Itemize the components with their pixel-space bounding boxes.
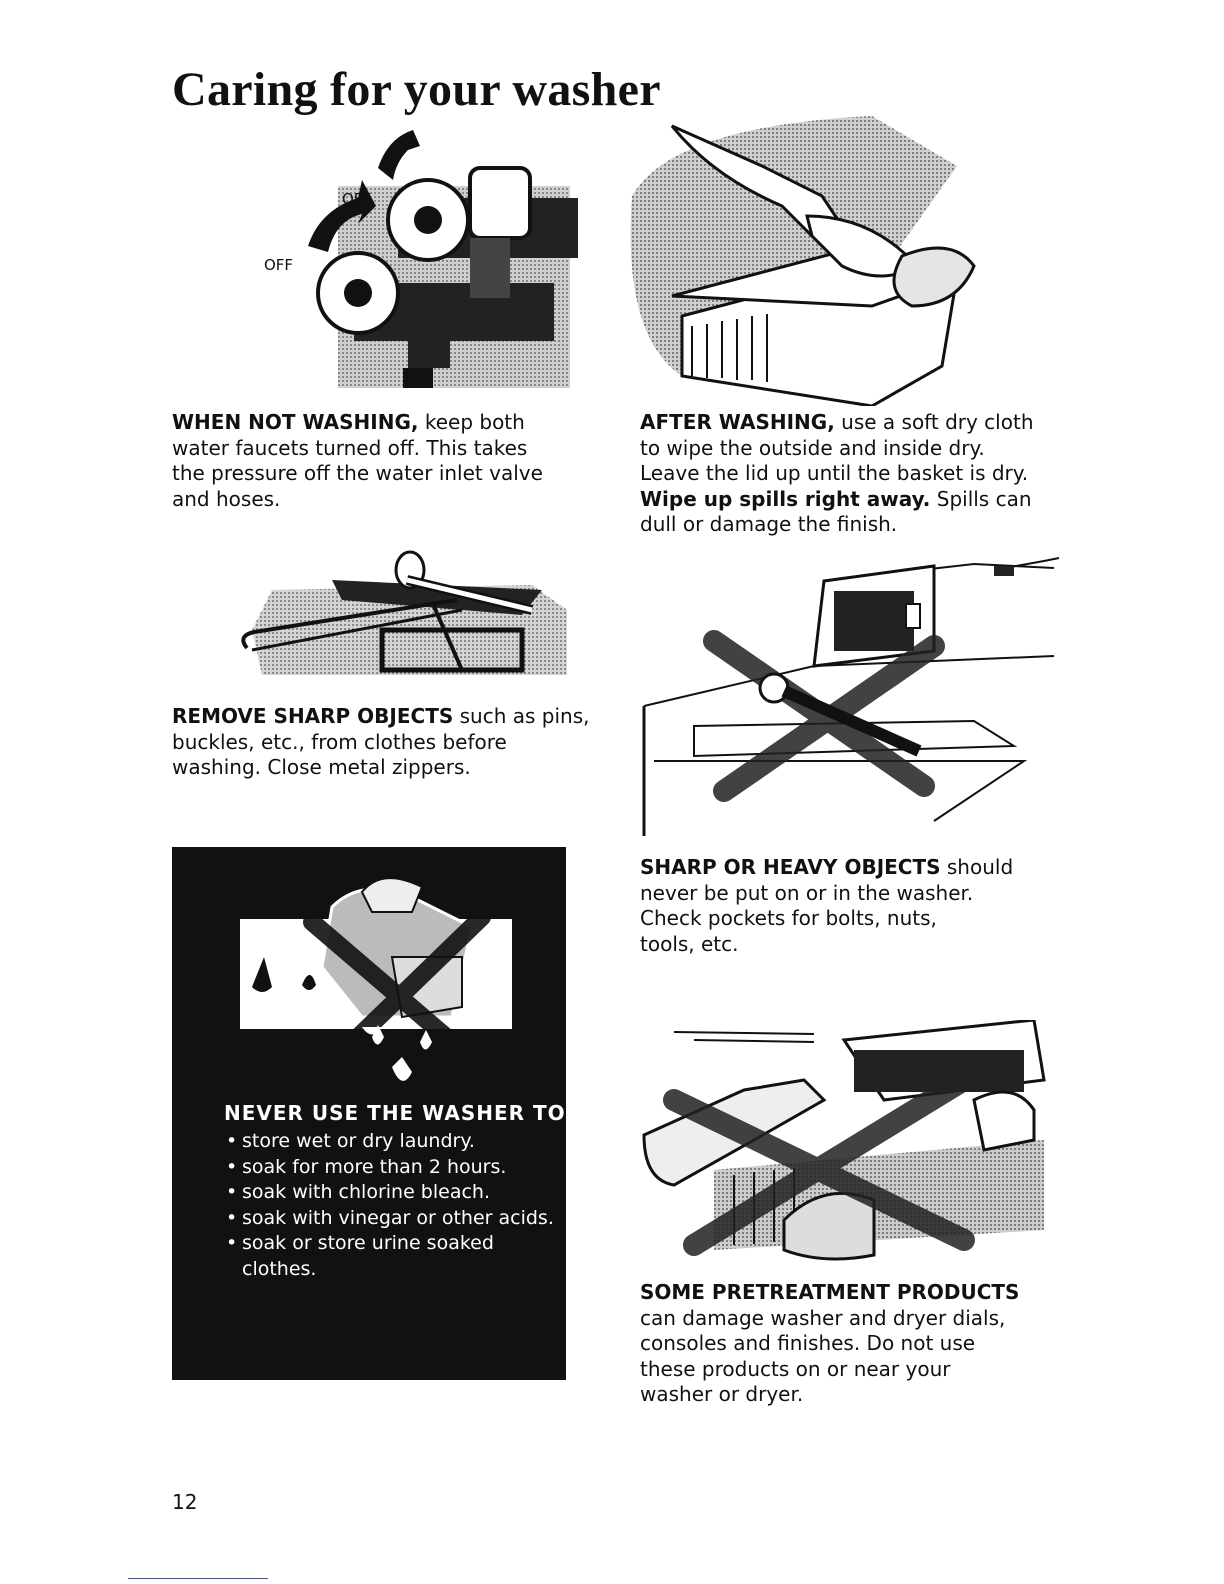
water-faucet-icon [258, 128, 588, 388]
sharp-objects-instruction: REMOVE SHARP OBJECTS such as pins, buckles, etc., from clothes before washing. Close metal zippers. [172, 704, 590, 779]
spray-bottle-icon [634, 1020, 1054, 1265]
heavy-objects-illustration [634, 556, 1064, 841]
washer-lid-icon [634, 556, 1064, 841]
list-item: • soak with vinegar or other acids. [226, 1206, 554, 1229]
heavy-objects-instruction: SHARP OR HEAVY OBJECTS should never be put on or in the washer. Check pockets for bolts, nuts, tools, etc. [640, 855, 1014, 956]
never-use-panel [172, 847, 591, 1380]
list-item: • soak for more than 2 hours. [226, 1155, 507, 1178]
faucets-instruction: WHEN NOT WASHING, keep both water faucets turned off. This takes the pressure off the water inlet valve and hoses. [172, 410, 543, 511]
list-item: • store wet or dry laundry. [226, 1130, 475, 1152]
page-title: Caring for your washer [172, 63, 661, 116]
pretreatment-instruction: SOME PRETREATMENT PRODUCTS can damage washer and dryer dials, consoles and finishes. Do not use these products on or near your washer or dryer. [640, 1280, 1020, 1406]
pretreatment-heading: SOME PRETREATMENT PRODUCTS [640, 1280, 1020, 1304]
never-use-list [224, 1129, 554, 1282]
safety-pin-icon [232, 540, 572, 680]
sharp-objects-heading: REMOVE SHARP OBJECTS [172, 704, 454, 728]
cloth-wipe-icon [612, 116, 1052, 406]
soaked-clothes-icon [212, 867, 542, 1097]
sharp-objects-illustration [232, 540, 572, 680]
footer-rule [128, 1578, 268, 1579]
heavy-objects-heading: SHARP OR HEAVY OBJECTS [640, 855, 941, 879]
off-label-lower: OFF [264, 256, 294, 274]
after-washing-instruction: AFTER WASHING, use a soft dry cloth to wipe the outside and inside dry. Leave the lid up until the basket is dry. Wipe up spills right away. Spills can dull or damage the finish. [640, 410, 1034, 536]
page-number: 12 [172, 1490, 198, 1514]
faucets-heading: WHEN NOT WASHING, [172, 410, 419, 434]
faucets-illustration [258, 128, 588, 388]
wiping-illustration [612, 116, 1052, 406]
after-washing-heading: AFTER WASHING, [640, 410, 835, 434]
never-use-heading: NEVER USE THE WASHER TO... [224, 1101, 591, 1125]
list-item: • soak with chlorine bleach. [226, 1181, 491, 1203]
off-label-upper: OFF [342, 190, 372, 208]
wipe-spills-bold: Wipe up spills right away. [640, 486, 931, 511]
pretreatment-illustration [634, 1020, 1054, 1265]
list-item: • soak or store urine soaked clothes. [226, 1232, 494, 1280]
